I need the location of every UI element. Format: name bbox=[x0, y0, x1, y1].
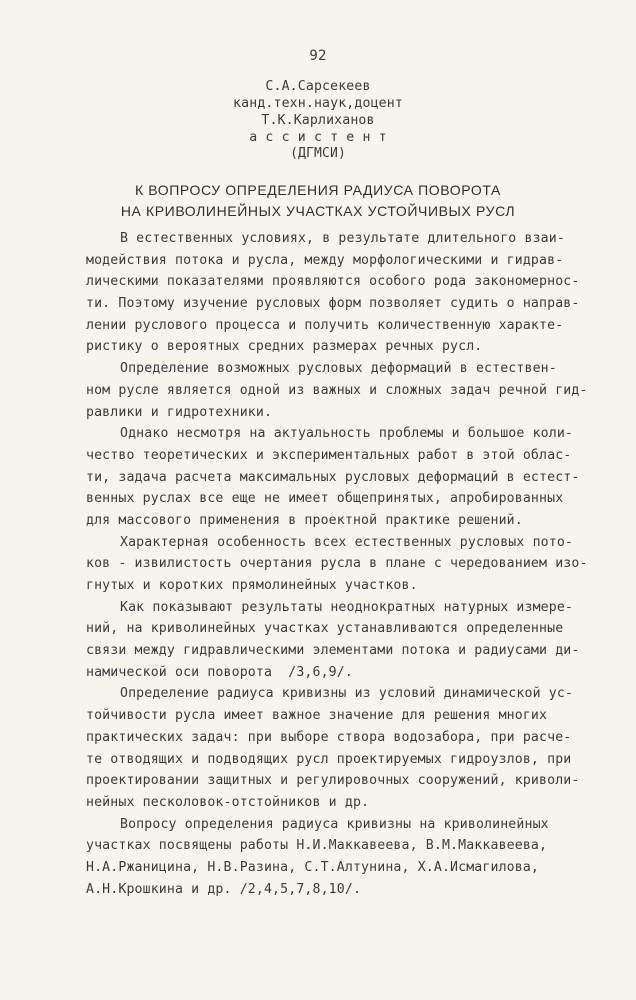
text-line: Однако несмотря на актуальность проблемы и большое коли- bbox=[120, 426, 574, 442]
text-line: те отводящих и подводящих русл проектируемых гидроузлов, при bbox=[86, 751, 572, 767]
title-line: НА КРИВОЛИНЕЙНЫХ УЧАСТКАХ УСТОЙЧИВЫХ РУСЛ bbox=[120, 203, 516, 219]
affiliation: (ДГМСИ) bbox=[290, 146, 346, 161]
page-number: 92 bbox=[309, 48, 327, 64]
text-line: гнутых и коротких прямолинейных участков. bbox=[86, 578, 418, 593]
text-line: связи между гидравлическими элементами потока и радиусами ди- bbox=[86, 643, 580, 659]
text-line: Как показывают результаты неоднократных натурных измере- bbox=[120, 599, 574, 615]
paragraph bbox=[86, 683, 586, 813]
text-line: ков - извилистость очертания русла в плане с чередованием изо- bbox=[86, 556, 588, 572]
text-line: ристику о вероятных средних размерах речных русл. bbox=[86, 339, 483, 355]
author-position: а с с и с т е н т bbox=[249, 130, 387, 145]
text-line: участках посвящены работы Н.И.Маккавеева, В.М.Маккавеева, bbox=[86, 838, 548, 854]
author-name: С.А.Сарсекеев bbox=[265, 79, 371, 94]
text-line: В естественных условиях, в результате длительного взаи- bbox=[120, 231, 565, 246]
text-line: Н.А.Ржаницина, Н.В.Разина, С.Т.Алтунина, Х.А.Исмагилова, bbox=[86, 859, 540, 875]
title-line: К ВОПРОСУ ОПРЕДЕЛЕНИЯ РАДИУСА ПОВОРОТА bbox=[135, 182, 501, 198]
text-line: практических задач: при выборе створа водозабора, при расче- bbox=[86, 729, 572, 745]
text-line: ний, на криволинейных участках устанавливаются определенные bbox=[86, 621, 564, 637]
text-line: ти. Поэтому изучение русловых форм позволяет судить о направ- bbox=[86, 296, 580, 312]
paragraph bbox=[86, 814, 586, 901]
text-line: Определение радиуса кривизны из условий динамической ус- bbox=[120, 686, 574, 702]
text-line: Определение возможных русловых деформаций в естествен- bbox=[120, 361, 557, 377]
author-block bbox=[0, 78, 636, 146]
text-line: нейных песколовок-отстойников и др. bbox=[86, 794, 370, 810]
text-line: ти, задача расчета максимальных русловых деформаций в естест- bbox=[86, 469, 580, 485]
text-line: А.Н.Крошкина и др. /2,4,5,7,8,10/. bbox=[86, 881, 362, 897]
text-line: венных руслах все еще не имеет общепринятых, апробированных bbox=[86, 491, 564, 507]
text-line: чество теоретических и экспериментальных работ в этой облас- bbox=[86, 447, 572, 463]
text-line: лическими показателями проявляются особого рода закономернос- bbox=[86, 274, 580, 290]
text-line: равлики и гидротехники. bbox=[86, 404, 273, 420]
author-name: Т.К.Карлиханов bbox=[261, 113, 375, 128]
paragraph bbox=[86, 358, 586, 423]
article-title bbox=[0, 180, 636, 222]
text-line: тойчивости русла имеет важное значение для решения многих bbox=[86, 708, 548, 724]
paragraph bbox=[86, 423, 586, 531]
paragraph bbox=[86, 228, 586, 358]
text-line: Характерная особенность всех естественных русловых пото- bbox=[120, 534, 574, 550]
paragraph bbox=[86, 597, 586, 684]
text-line: намической оси поворота /3,6,9/. bbox=[86, 664, 353, 680]
author-degree: канд.техн.наук,доцент bbox=[233, 96, 403, 111]
text-line: лении руслового процесса и получить количественную характе- bbox=[86, 317, 564, 333]
article-body bbox=[86, 228, 586, 900]
text-line: модействия потока и русла, между морфологическими и гидрав- bbox=[86, 252, 564, 268]
text-line: Вопросу определения радиуса кривизны на криволинейных bbox=[120, 816, 549, 832]
paragraph bbox=[86, 532, 586, 597]
text-line: проектировании защитных и регулировочных сооружений, криволи- bbox=[86, 773, 580, 789]
text-line: ном русле является одной из важных и сложных задач речной гид- bbox=[86, 382, 588, 398]
text-line: для массового применения в проектной практике решений. bbox=[86, 512, 523, 528]
